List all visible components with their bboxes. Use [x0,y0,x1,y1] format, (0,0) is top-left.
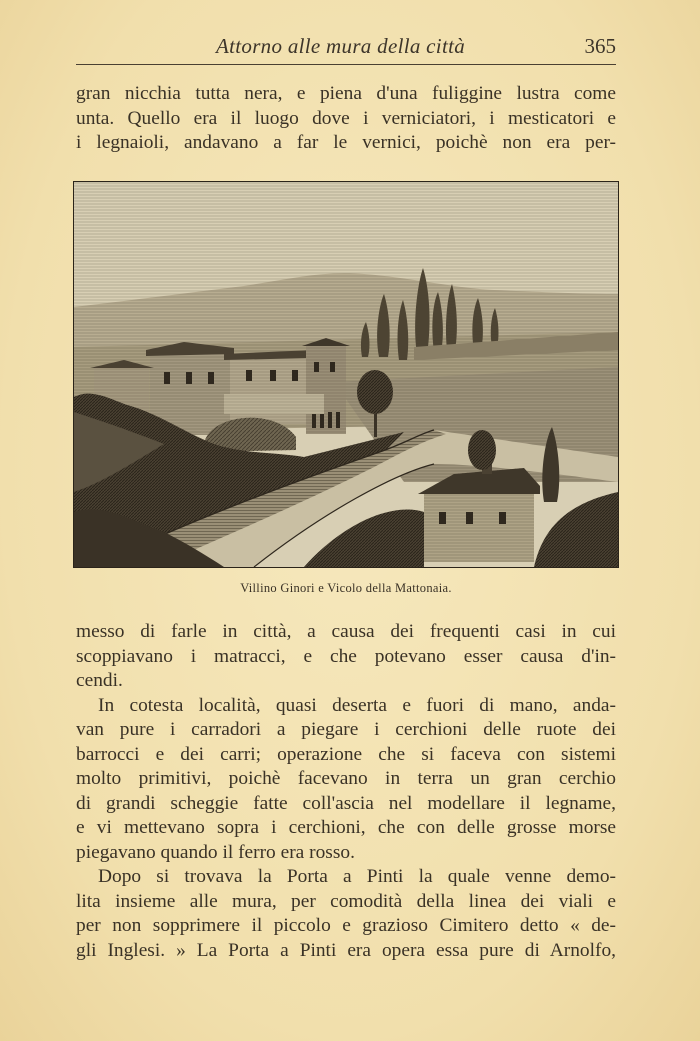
text-line: piegavano quando il ferro era rosso. [76,841,355,863]
text-line: di grandi scheggie fatte coll'ascia nel modellare il legname, [76,792,616,814]
bottom-paragraphs [76,620,616,963]
header-rule [76,64,616,65]
engraving-villino-ginori [74,182,618,567]
text-line: messo di farle in città, a causa dei frequenti casi in cui [76,621,616,642]
page-number: 365 [584,34,616,58]
running-head [76,34,616,60]
text-line: Dopo si trovava la Porta a Pinti la quale venne demo- [98,866,616,887]
text-line: molto primitivi, poichè facevano in terra un gran cerchio [76,768,616,789]
text-line: barrocci e dei carri; operazione che si faceva con sistemi [76,743,616,765]
running-title: Attorno alle mura della città [216,34,466,58]
text-line: cendi. [76,670,123,691]
top-paragraph [76,82,616,156]
text-line: lita insieme alle mura, per comodità della linea dei viali e [76,890,616,912]
text-line: scoppiavano i matracci, e che potevano esser causa d'in- [76,645,616,667]
text-line: In cotesta località, quasi deserta e fuori di mano, anda- [98,694,616,716]
text-line: gran nicchia tutta nera, e piena d'una fuliggine lustra come [76,83,616,104]
text-line: gli Inglesi. » La Porta a Pinti era opera essa pure di Arnolfo, [76,939,616,961]
illustration [73,181,619,568]
text-line: i legnaioli, andavano a far le vernici, poichè non era per- [76,132,616,153]
text-line: van pure i carradori a piegare i cerchioni delle ruote dei [76,719,616,740]
text-line: unta. Quello era il luogo dove i verniciatori, i mesticatori e [76,107,616,129]
figure-caption: Villino Ginori e Vicolo della Mattonaia. [240,581,452,595]
text-line: per non sopprimere il piccolo e grazioso Cimitero detto « de- [76,915,616,936]
text-line: e vi mettevano sopra i cerchioni, che con delle grosse morse [76,817,616,838]
